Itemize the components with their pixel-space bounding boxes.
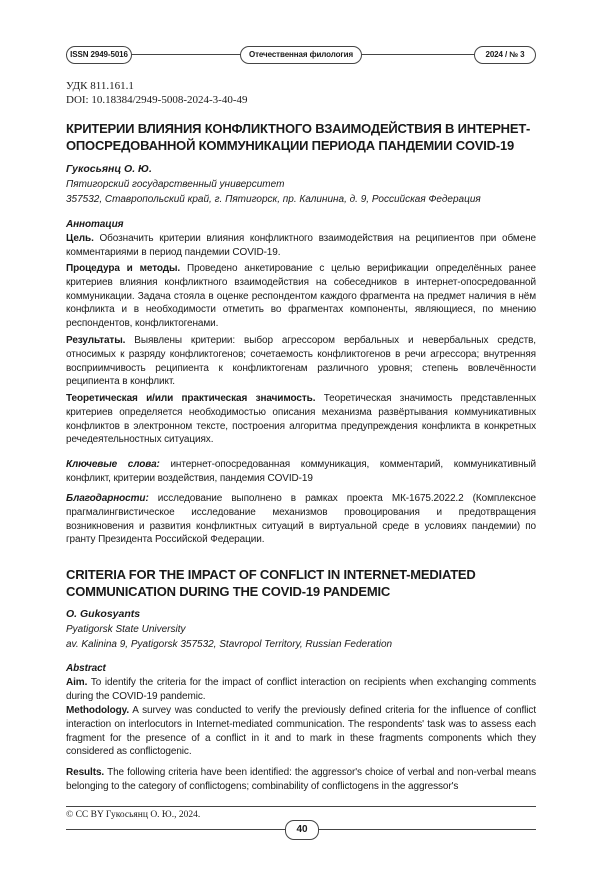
acknowledgements-ru: Благодарности: исследование выполнено в рамках проекта МК-1675.2022.2 (Комплексное прагмалингвистическое исследование механизмов провоцирования и предотвращения возникновения и развития конфликтных ситуаций в виртуальной среде в условиях пандемии) по гранту Президента Российской Федерации. [66, 493, 536, 546]
affiliation-en: Pyatigorsk State University [66, 624, 186, 635]
issn-label: ISSN 2949-5016 [66, 46, 132, 64]
affiliation-ru: Пятигорский государственный университет [66, 179, 285, 190]
article-title-ru: КРИТЕРИИ ВЛИЯНИЯ КОНФЛИКТНОГО ВЗАИМОДЕЙСТВИЯ В ИНТЕРНЕТ-ОПОСРЕДОВАННОЙ КОММУНИКАЦИИ ПЕРИОДА ПАНДЕМИИ COVID-19 [66, 121, 531, 153]
author-name-en: O. Gukosyants [66, 608, 141, 620]
address-en: av. Kalinina 9, Pyatigorsk 357532, Stavropol Territory, Russian Federation [66, 639, 393, 650]
issue-label: 2024 / № 3 [474, 46, 536, 64]
abstract-heading-ru: Аннотация [66, 219, 124, 230]
footnote-rule [66, 806, 536, 807]
doi-code: DOI: 10.18384/2949-5008-2024-3-40-49 [66, 94, 248, 106]
running-header [66, 44, 534, 66]
abstract-significance-ru: Теоретическая и/или практическая значимость. Теоретическая значимость представленных критериев определяется необходимостью описания механизма развёртывания коммуникативных конфликтов в электронном тексте, построения алгоритма предупреждения конфликта в конкретных речедеятельностных ситуациях. [66, 393, 537, 446]
abstract-results-ru: Результаты. Выявлены критерии: выбор агрессором вербальных и невербальных средств, относимых к разряду конфликтогенов; сочетаемость конфликтогенов в речи агрессора; внутренняя восприимчивость реципиента к конфликтогенам различного уровня; степень вовлечённости реципиента в конфликт. [66, 335, 536, 388]
journal-name: Отечественная филология [240, 46, 362, 64]
abstract-results-en: Results. The following criteria have been identified: the aggressor's choice of verbal and non-verbal means belonging to the category of conflictogens; combinability of conflictogens in the aggressor's [66, 767, 536, 792]
abstract-heading-en: Abstract [66, 663, 106, 674]
abstract-method-ru: Процедура и методы. Проведено анкетирование с целью верификации определённых ранее критериев влияния конфликтного взаимодействия на собеседников в интернет-опосредованной коммуникации. Задача стояла в оценке респондентом каждого фрагмента на предмет наличия в нём конфликта и в необходимости отметить во фрагментах компоненты, являющиеся, по мнению респондентов, конфликтогенами. [66, 263, 536, 330]
udc-code: УДК 811.161.1 [66, 80, 134, 92]
page-number: 40 [285, 820, 319, 840]
abstract-aim-ru: Цель. Обозначить критерии влияния конфликтного взаимодействия на реципиентов при обмене комментариями в период пандемии COVID-19. [66, 233, 536, 258]
author-name-ru: Гукосьянц О. Ю. [66, 163, 152, 175]
abstract-aim-en: Aim. To identify the criteria for the impact of conflict interaction on recipients when exchanging comments during the COVID-19 pandemic. [66, 677, 536, 702]
address-ru: 357532, Ставропольский край, г. Пятигорск, пр. Калинина, д. 9, Российская Федерация [66, 194, 481, 205]
article-title-en: CRITERIA FOR THE IMPACT OF CONFLICT IN INTERNET-MEDIATED COMMUNICATION DURING THE COVID-19 PANDEMIC [66, 567, 476, 599]
keywords-ru: Ключевые слова: интернет-опосредованная коммуникация, комментарий, коммуникативный конфликт, критерии воздействия, пандемия COVID-19 [66, 459, 536, 484]
abstract-method-en: Methodology. A survey was conducted to verify the previously defined criteria for the influence of conflict interaction on interlocutors in Internet-mediated communication. The respondents' task was to assess each fragment for the presence of a conflict in it and to mark in these fragments components which they considered as conflictogenic. [66, 705, 536, 758]
copyright-notice: © CC BY Гукосьянц О. Ю., 2024. [66, 810, 201, 820]
